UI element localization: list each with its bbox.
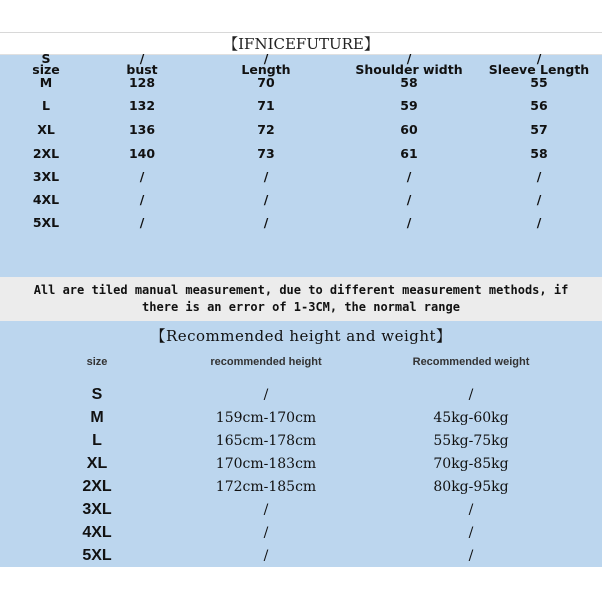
- size-row: [0, 119, 602, 141]
- recommendation-row: [0, 545, 602, 567]
- weight-cell: 70kg-85kg: [433, 456, 509, 472]
- header-cell: Length: [241, 62, 291, 77]
- measurement-cell: /: [406, 169, 412, 184]
- recommendation-row: [0, 522, 602, 544]
- measurement-cell: 58: [530, 146, 548, 161]
- height-cell: /: [263, 548, 269, 564]
- header-cell: size: [86, 356, 108, 368]
- header-cell: Sleeve Length: [488, 62, 590, 77]
- height-cell: /: [263, 525, 269, 541]
- size-label: 2XL: [32, 146, 60, 161]
- measurement-cell: 132: [128, 98, 156, 113]
- size-row: [0, 166, 602, 188]
- brand-title: 【IFNICEFUTURE】: [0, 32, 602, 55]
- size-row: [0, 189, 602, 211]
- size-label: 3XL: [32, 169, 60, 184]
- note-line: All are tiled manual measurement, due to different measurement methods, if: [33, 283, 569, 297]
- measurement-cell: /: [263, 169, 269, 184]
- recommendation-row: [0, 407, 602, 429]
- size-label: 5XL: [32, 215, 60, 230]
- measurement-cell: /: [406, 51, 412, 66]
- size-label: XL: [37, 122, 55, 137]
- measurement-cell: /: [263, 192, 269, 207]
- measurement-cell: /: [263, 51, 269, 66]
- measurement-cell: 57: [530, 122, 548, 137]
- size-row: [0, 48, 602, 70]
- weight-cell: 45kg-60kg: [433, 410, 509, 426]
- note-line: there is an error of 1-3CM, the normal range: [142, 300, 460, 314]
- size-label: S: [41, 51, 51, 66]
- size-row: [0, 212, 602, 234]
- size-label: M: [90, 409, 104, 426]
- height-cell: 172cm-185cm: [215, 479, 317, 495]
- height-cell: 159cm-170cm: [215, 410, 317, 426]
- measurement-cell: 73: [257, 146, 275, 161]
- weight-cell: 80kg-95kg: [433, 479, 509, 495]
- measurement-cell: /: [406, 192, 412, 207]
- size-label: 5XL: [82, 547, 112, 564]
- measurement-cell: 58: [400, 75, 418, 90]
- weight-cell: /: [468, 502, 474, 518]
- height-cell: 165cm-178cm: [215, 433, 317, 449]
- header-cell: size: [32, 62, 60, 77]
- weight-cell: /: [468, 548, 474, 564]
- recommendation-row: [0, 384, 602, 406]
- size-chart: [0, 32, 602, 567]
- weight-cell: 55kg-75kg: [433, 433, 509, 449]
- height-cell: /: [263, 387, 269, 403]
- size-row: [0, 143, 602, 165]
- measurement-cell: 56: [530, 98, 548, 113]
- measurement-cell: 140: [128, 146, 156, 161]
- measurement-cell: /: [536, 215, 542, 230]
- header-cell: recommended height: [210, 356, 322, 368]
- recommendation-row: [0, 430, 602, 452]
- size-label: XL: [86, 455, 108, 472]
- measurement-cell: 60: [400, 122, 418, 137]
- measurement-note: [0, 277, 602, 321]
- size-label: L: [92, 432, 102, 449]
- size-label: 3XL: [82, 501, 112, 518]
- size-label: 4XL: [82, 524, 112, 541]
- measurement-cell: /: [139, 169, 145, 184]
- measurement-cell: /: [139, 215, 145, 230]
- size-row: [0, 72, 602, 94]
- measurement-cell: /: [406, 215, 412, 230]
- recommendation-row: [0, 499, 602, 521]
- header-cell: bust: [126, 62, 158, 77]
- height-cell: 170cm-183cm: [215, 456, 317, 472]
- size-table: [0, 51, 602, 277]
- size-label: M: [39, 75, 53, 90]
- measurement-cell: 59: [400, 98, 418, 113]
- measurement-cell: 61: [400, 146, 418, 161]
- size-label: L: [42, 98, 50, 113]
- measurement-cell: 72: [257, 122, 275, 137]
- size-row: [0, 95, 602, 117]
- measurement-cell: /: [263, 215, 269, 230]
- size-label: 2XL: [82, 478, 112, 495]
- measurement-cell: 55: [530, 75, 548, 90]
- header-cell: Shoulder width: [355, 62, 463, 77]
- header-cell: Recommended weight: [412, 356, 530, 368]
- recommendation-row: [0, 476, 602, 498]
- recommendation-table: [0, 321, 602, 567]
- measurement-cell: 70: [257, 75, 275, 90]
- measurement-cell: /: [139, 192, 145, 207]
- recommendation-row: [0, 453, 602, 475]
- measurement-cell: 128: [128, 75, 156, 90]
- weight-cell: /: [468, 387, 474, 403]
- measurement-cell: 71: [257, 98, 275, 113]
- size-label: S: [91, 386, 103, 403]
- size-label: 4XL: [32, 192, 60, 207]
- measurement-cell: /: [536, 192, 542, 207]
- recommendation-title: 【Recommended height and weight】: [150, 327, 452, 345]
- measurement-cell: /: [536, 51, 542, 66]
- measurement-cell: /: [139, 51, 145, 66]
- measurement-cell: 136: [128, 122, 156, 137]
- measurement-cell: /: [536, 169, 542, 184]
- weight-cell: /: [468, 525, 474, 541]
- recommendation-header: [0, 351, 602, 373]
- height-cell: /: [263, 502, 269, 518]
